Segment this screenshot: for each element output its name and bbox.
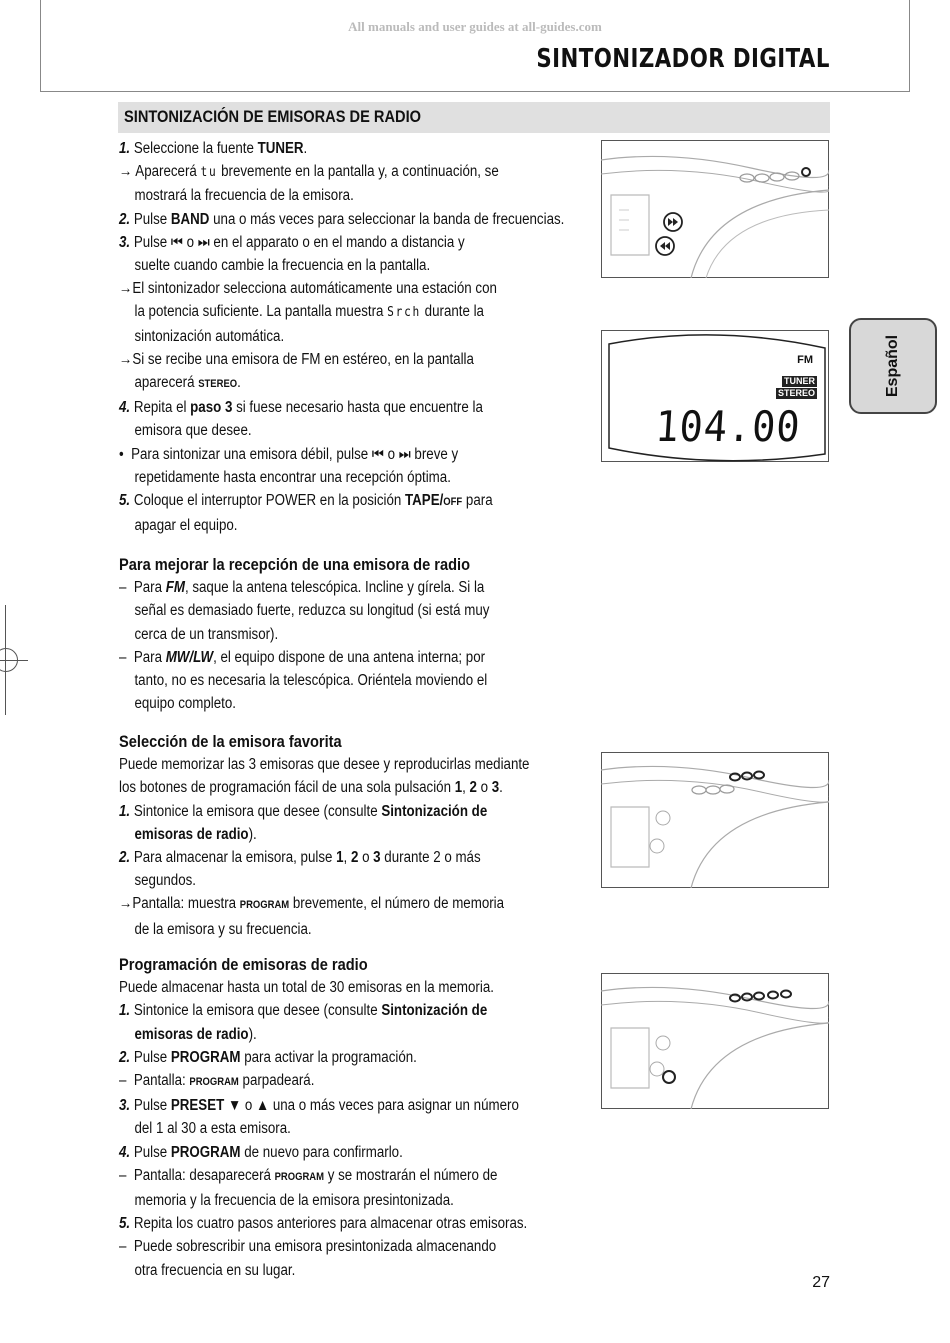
device-illustration-presets — [601, 752, 829, 888]
dash-item: – Puede sobrescribir una emisora presintonizada almacenando — [119, 1238, 497, 1256]
step-4: 4. Repita el paso 3 si fuese necesario hasta que encuentre la — [119, 399, 483, 417]
frequency-readout: 104.00 — [653, 402, 803, 451]
step-5: 5. Coloque el interruptor POWER en la posición TAPE/OFF para — [119, 492, 493, 510]
crop-circle — [0, 648, 18, 672]
bullet-icon: • — [119, 445, 124, 463]
fm-indicator: FM — [797, 354, 813, 366]
arrow-right-icon: → — [119, 895, 133, 913]
dash-item: – Pantalla: desaparecerá PROGRAM y se mostrarán el número de — [119, 1166, 498, 1184]
arrow-right-icon: → — [119, 350, 133, 368]
triangle-up-icon: ▲ — [255, 1097, 270, 1115]
dash-item: – Pantalla: PROGRAM parpadeará. — [119, 1072, 315, 1090]
tip-bullet: • Para sintonizar una emisora débil, pulse ⏮ o ⏭ breve y — [119, 445, 459, 463]
step-5: 5. Repita los cuatro pasos anteriores para almacenar otras emisoras. — [119, 1215, 528, 1233]
result-1: → Aparecerá tu brevemente en la pantalla y, a continuación, se — [119, 163, 499, 181]
step-2: 2. Pulse PROGRAM para activar la programación. — [119, 1048, 417, 1066]
tuning-instructions: 1. Seleccione la fuente TUNER. → Aparecerá tu brevemente en la pantalla y, a continuación, se mostrará la frecuencia de la emisora. 2. Pulse BAND una o más veces para seleccionar la banda de frecuencias. 3. Pulse ⏮ o ⏭ en el apparato o en el mando a distancia y suelte cuando cambie la frecuencia en la pantalla. →El sintonizador selecciona automáticamente una estación con la potencia suficiente. La pantalla muestra Srch durante la sintonización automática. →Si se recibe una emisora de FM en estéreo, en la pantalla aparecerá STEREO. 4. Repita el paso 3 si fuese necesario hasta que encuentre la emisora que desee. • Para sintonizar una emisora débil, pulse ⏮ o ⏭ breve y repetidamente hasta encontrar una recepción óptima. 5. Coloque el interruptor POWER en la posición TAPE/OFF para apagar el equipo. — [119, 137, 649, 537]
frame-top-line — [40, 0, 41, 92]
subheading-favorite: Selección de la emisora favorita — [119, 732, 342, 751]
section-heading: SINTONIZACIÓN DE EMISORAS DE RADIO — [124, 107, 422, 126]
frame-top-line — [909, 0, 910, 92]
result-1: →Pantalla: muestra PROGRAM brevemente, el número de memoria — [119, 895, 505, 913]
skip-back-icon: ⏮ — [170, 233, 183, 251]
step-3: 3. Pulse PRESET ▼ o ▲ una o más veces para asignar un número — [119, 1097, 519, 1115]
lcd-display-illustration — [601, 330, 829, 462]
language-tab — [849, 318, 937, 414]
step-1: 1. Sintonice la emisora que desee (consulte Sintonización de — [119, 1002, 488, 1020]
programming-section: Programación de emisoras de radio Puede almacenar hasta un total de 30 emisoras en la memoria. 1. Sintonice la emisora que desee (consulte Sintonización de emisoras de radio). 2. Pulse PROGRAM para activar la programación. – Pantalla: PROGRAM parpadeará. 3. Pulse PRESET ▼ o ▲ una o más veces para asignar un número del 1 al 30 a esta emisora. 4. Pulse PROGRAM de nuevo para confirmarlo. – Pantalla: desaparecerá PROGRAM y se mostrarán el número de memoria y la frecuencia de la emisora presintonizada. 5. Repita los cuatro pasos anteriores para almacenar otras emisoras. – Puede sobrescribir una emisora presintonizada almacenando otra frecuencia en su lugar. — [119, 945, 649, 1282]
favorite-section: Selección de la emisora favorita Puede memorizar las 3 emisoras que desee y reproducirlas mediante los botones de programación fácil de una sola pulsación 1, 2 o 3. 1. Sintonice la emisora que desee (consulte Sintonización de emisoras de radio). 2. Para almacenar la emisora, pulse 1, 2 o 3 durante 2 o más segundos. →Pantalla: muestra PROGRAM brevemente, el número de memoria de la emisora y su frecuencia. — [119, 722, 649, 941]
page-title: SINTONIZADOR DIGITAL — [536, 44, 830, 74]
skip-forward-icon: ⏭ — [197, 233, 210, 251]
step-4: 4. Pulse PROGRAM de nuevo para confirmarlo. — [119, 1143, 403, 1161]
skip-forward-icon: ⏭ — [398, 445, 411, 463]
device-illustration-program — [601, 973, 829, 1109]
frame-top-line — [40, 91, 910, 92]
result-2: →El sintonizador selecciona automáticamente una estación con — [119, 280, 497, 298]
step-1: 1. Seleccione la fuente TUNER. — [119, 140, 308, 157]
step-1: 1. Sintonice la emisora que desee (consulte Sintonización de — [119, 802, 488, 820]
step-3: 3. Pulse ⏮ o ⏭ en el apparato o en el mando a distancia y — [119, 233, 465, 251]
dash-item: – Para FM, saque la antena telescópica. Incline y gírela. Si la — [119, 579, 485, 597]
dash-item: – Para MW/LW, el equipo dispone de una antena interna; por — [119, 648, 486, 666]
triangle-down-icon: ▼ — [227, 1097, 242, 1115]
section-heading-bar — [118, 102, 830, 133]
watermark: All manuals and user guides at all-guides.com — [348, 19, 602, 34]
result-3: →Si se recibe una emisora de FM en estéreo, en la pantalla — [119, 350, 474, 368]
reception-section: Para mejorar la recepción de una emisora de radio – Para FM, saque la antena telescópica. Incline y gírela. Si la señal es demasiado fuerte, reduzca su longitud (si está muy cerca de un transmisor). – Para MW/LW, el equipo dispone de una antena interna; por tanto, no es necesaria la telescópica. Oriéntela moviendo el equipo completo. — [119, 545, 649, 715]
program-button-icon — [663, 1071, 675, 1083]
arrow-right-icon: → — [119, 163, 133, 181]
stereo-indicator: STEREO — [777, 388, 815, 398]
step-2: 2. Pulse BAND una o más veces para seleccionar la banda de frecuencias. — [119, 210, 565, 228]
subheading-reception: Para mejorar la recepción de una emisora de radio — [119, 555, 471, 574]
step-2: 2. Para almacenar la emisora, pulse 1, 2 o 3 durante 2 o más — [119, 849, 481, 867]
subheading-programming: Programación de emisoras de radio — [119, 955, 368, 974]
skip-back-icon: ⏮ — [371, 445, 384, 463]
tuner-indicator: TUNER — [784, 376, 815, 386]
page-number: 27 — [812, 1274, 830, 1291]
language-tab-label: Español — [884, 334, 901, 398]
device-illustration-tuning — [601, 140, 829, 278]
arrow-right-icon: → — [119, 280, 133, 298]
